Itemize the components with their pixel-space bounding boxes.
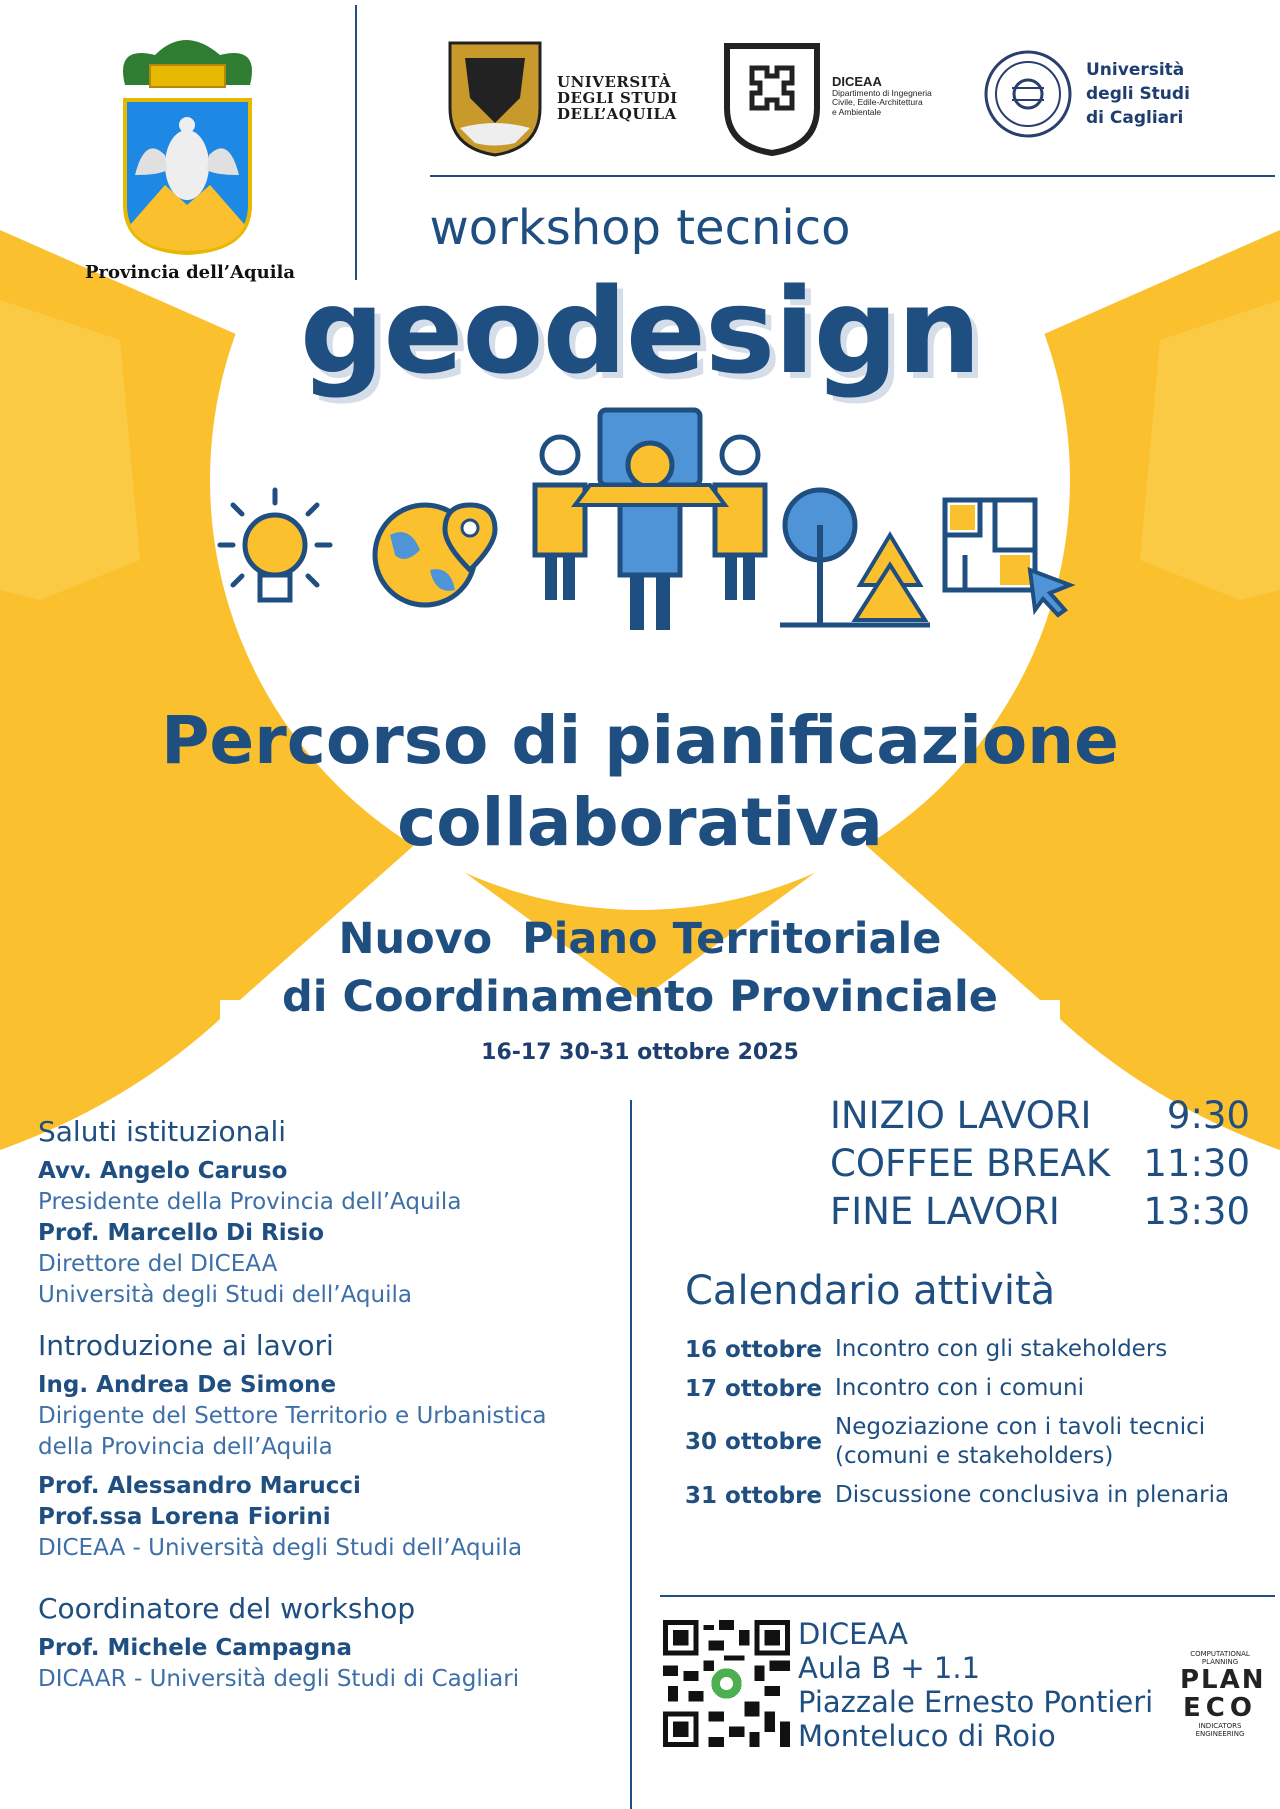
calendar-row [685, 1481, 1265, 1510]
schedule-label: COFFEE BREAK [830, 1142, 1111, 1185]
schedule-time: 9:30 [1166, 1094, 1250, 1137]
schedule-time: 13:30 [1143, 1190, 1250, 1233]
planeco-logo [1180, 1650, 1266, 1750]
calendar-text: Discussione conclusiva in plenaria [835, 1482, 1230, 1508]
location-line-2: Aula B + 1.1 [798, 1651, 981, 1685]
calendar-text: Incontro con i comuni [835, 1375, 1084, 1401]
speaker-role: Dirigente del Settore Territorio e Urbanistica [38, 1403, 547, 1429]
coord-heading: Coordinatore del workshop [38, 1592, 416, 1625]
diceaa-line-1: Dipartimento di Ingegneria [832, 87, 932, 98]
divider-vertical-mid [630, 1100, 632, 1809]
calendar-date: 31 ottobre [685, 1482, 823, 1509]
schedule-row [830, 1140, 1250, 1188]
lightbulb-icon [220, 490, 330, 600]
speaker-role: DICEAA - Università degli Studi dell’Aquila [38, 1535, 523, 1561]
schedule-label: INIZIO LAVORI [830, 1094, 1092, 1137]
speaker-name: Prof. Michele Campagna [38, 1635, 353, 1661]
trees-icon [780, 490, 930, 625]
diceaa-line-3: e Ambientale [832, 106, 882, 117]
calendar-text: Incontro con gli stakeholders [835, 1336, 1168, 1362]
main-title: geodesign [299, 262, 981, 400]
location-line-1: DICEAA [798, 1617, 908, 1651]
unica-line-1: Università [1086, 60, 1185, 80]
globe-pin-icon [375, 505, 495, 605]
speaker-name: Avv. Angelo Caruso [38, 1158, 288, 1184]
unica-line-3: di Cagliari [1086, 108, 1184, 128]
planeco-bottom: INDICATORS ENGINEERING [1195, 1722, 1245, 1738]
subtitle-line-1: Percorso di pianificazione [161, 702, 1119, 779]
unica-logo [982, 48, 1190, 140]
planeco-top: COMPUTATIONAL PLANNING [1190, 1650, 1250, 1666]
univaq-logo [445, 38, 678, 158]
calendar-row [685, 1374, 1265, 1403]
icon-row [215, 405, 1085, 685]
province-label: Provincia dell’Aquila [84, 262, 296, 283]
calendar-row [685, 1413, 1265, 1471]
plan-title [0, 910, 1280, 1026]
diceaa-shield-icon [722, 38, 822, 156]
speaker-name: Prof. Alessandro Marucci [38, 1473, 361, 1499]
speaker-name: Prof. Marcello Di Risio [38, 1220, 325, 1246]
divider-horizontal-top [430, 175, 1275, 177]
calendar-list [685, 1335, 1265, 1520]
schedule [830, 1092, 1250, 1236]
speaker-role: Presidente della Provincia dell’Aquila [38, 1189, 462, 1215]
speaker-role: Università degli Studi dell’Aquila [38, 1282, 412, 1308]
people-laptop-icon [535, 410, 765, 630]
speaker-role: Direttore del DICEAA [38, 1251, 278, 1277]
divider-horizontal-bottom [660, 1595, 1275, 1597]
diceaa-line-2: Civile, Edile-Architettura [832, 97, 923, 107]
univaq-line-1: UNIVERSITÀ [557, 73, 672, 91]
calendar-heading: Calendario attività [685, 1268, 1056, 1314]
planeco-mid-2: ECO [1183, 1693, 1257, 1723]
calendar-text: Negoziazione con i tavoli tecnici [835, 1414, 1206, 1440]
schedule-row [830, 1092, 1250, 1140]
qr-code-icon[interactable] [663, 1620, 790, 1747]
univaq-line-2: DEGLI STUDI [557, 89, 678, 107]
unica-line-2: degli Studi [1086, 84, 1190, 104]
location-line-4: Monteluco di Roio [798, 1719, 1056, 1753]
greetings-heading: Saluti istituzionali [38, 1115, 287, 1148]
speaker-role: della Provincia dell’Aquila [38, 1434, 333, 1460]
subtitle [0, 700, 1280, 864]
location-line-3: Piazzale Ernesto Pontieri [798, 1685, 1154, 1719]
planeco-mid-1: PLAN [1180, 1665, 1266, 1695]
location [798, 1617, 1153, 1753]
schedule-label: FINE LAVORI [830, 1190, 1060, 1233]
univaq-line-3: DELL’AQUILA [557, 105, 677, 123]
plan-line-2: di Coordinamento Provinciale [282, 972, 998, 1022]
schedule-row [830, 1188, 1250, 1236]
diceaa-logo [722, 38, 932, 156]
calendar-date: 16 ottobre [685, 1336, 823, 1363]
speaker-name: Prof.ssa Lorena Fiorini [38, 1504, 331, 1530]
speaker-role: DICAAR - Università degli Studi di Cagliari [38, 1666, 520, 1692]
plan-line-1: Nuovo Piano Territoriale [338, 914, 942, 964]
map-cursor-icon [945, 500, 1070, 615]
diceaa-title: DICEAA [832, 74, 882, 89]
workshop-kicker: workshop tecnico [429, 200, 851, 256]
program-list [38, 1115, 608, 1695]
calendar-date: 17 ottobre [685, 1375, 823, 1402]
event-dates: 16-17 30-31 ottobre 2025 [481, 1040, 799, 1065]
speaker-name: Ing. Andrea De Simone [38, 1372, 337, 1398]
subtitle-line-2: collaborativa [397, 784, 883, 861]
univaq-shield-icon [445, 38, 545, 158]
intro-heading: Introduzione ai lavori [38, 1329, 334, 1362]
unica-seal-icon [982, 48, 1074, 140]
calendar-text: (comuni e stakeholders) [835, 1443, 1114, 1469]
calendar-row [685, 1335, 1265, 1364]
schedule-time: 11:30 [1143, 1142, 1250, 1185]
calendar-date: 30 ottobre [685, 1429, 823, 1455]
